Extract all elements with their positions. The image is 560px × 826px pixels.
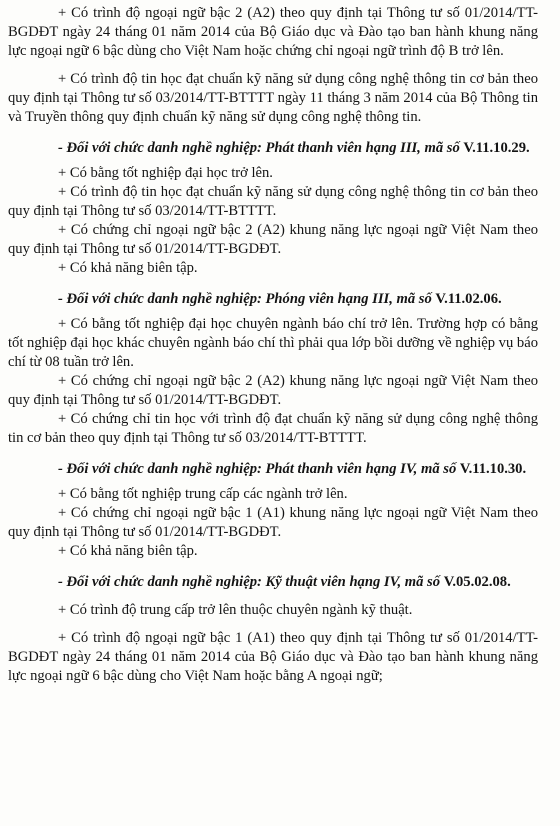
heading-title: - Đối với chức danh nghề nghiệp: Phát thanh viên hạng IV, mã số [58, 461, 457, 477]
heading-code: V.11.10.30. [459, 461, 527, 477]
section-heading-broadcaster-grade-3 [8, 139, 538, 158]
requirement-foreign-language-a1: + Có trình độ ngoại ngữ bậc 1 (A1) theo quy định tại Thông tư số 01/2014/TT-BGDĐT ngày 24 tháng 01 năm 2014 của Bộ Giáo dục và Đào tạo ban hành khung năng lực ngoại ngữ 6 bậc dùng cho Việt Nam hoặc bằng A ngoại ngữ; [8, 630, 538, 684]
requirement-it-certificate: + Có chứng chỉ tin học với trình độ đạt chuẩn kỹ năng sử dụng công nghệ thông tin cơ bản theo quy định tại Thông tư số 03/2014/TT-BTTTT. [8, 411, 538, 446]
section-heading-broadcaster-grade-4 [8, 460, 538, 479]
requirement-university-degree: + Có bằng tốt nghiệp đại học trở lên. [58, 165, 273, 181]
requirement-journalism-degree: + Có bằng tốt nghiệp đại học chuyên ngành báo chí trở lên. Trường hợp có bằng tốt nghiệp đại học khác chuyên ngành báo chí thì phải qua lớp bồi dưỡng về nghiệp vụ báo chí từ 08 tuần trở lên. [8, 316, 538, 370]
requirement-editing-ability: + Có khả năng biên tập. [58, 260, 198, 276]
requirement-it-skills: + Có trình độ tin học đạt chuẩn kỹ năng sử dụng công nghệ thông tin cơ bản theo quy định tại Thông tư số 03/2014/TT-BTTTT. [8, 184, 538, 219]
requirement-editing-ability: + Có khả năng biên tập. [58, 543, 198, 559]
heading-title: - Đối với chức danh nghề nghiệp: Kỹ thuật viên hạng IV, mã số [58, 574, 441, 590]
heading-code: V.11.02.06. [435, 291, 502, 307]
requirement-it-skills: + Có trình độ tin học đạt chuẩn kỹ năng sử dụng công nghệ thông tin cơ bản theo quy định tại Thông tư số 03/2014/TT-BTTTT ngày 11 tháng 3 năm 2014 của Bộ Thông tin và Truyền thông quy định chuẩn kỹ năng sử dụng công nghệ thông tin. [8, 71, 538, 125]
requirement-foreign-language-a2: + Có chứng chỉ ngoại ngữ bậc 2 (A2) khung năng lực ngoại ngữ Việt Nam theo quy định tại Thông tư số 01/2014/TT-BGDĐT. [8, 222, 538, 257]
requirement-foreign-language-a1: + Có chứng chỉ ngoại ngữ bậc 1 (A1) khung năng lực ngoại ngữ Việt Nam theo quy định tại Thông tư số 01/2014/TT-BGDĐT. [8, 505, 538, 540]
requirement-foreign-language-a2: + Có chứng chỉ ngoại ngữ bậc 2 (A2) khung năng lực ngoại ngữ Việt Nam theo quy định tại Thông tư số 01/2014/TT-BGDĐT. [8, 373, 538, 408]
heading-title: - Đối với chức danh nghề nghiệp: Phóng viên hạng III, mã số [58, 291, 432, 307]
requirement-intermediate-degree: + Có bằng tốt nghiệp trung cấp các ngành trở lên. [58, 486, 348, 502]
heading-code: V.11.10.29. [463, 140, 530, 156]
requirement-technical-intermediate: + Có trình độ trung cấp trở lên thuộc chuyên ngành kỹ thuật. [58, 602, 413, 618]
requirement-foreign-language-a2: + Có trình độ ngoại ngữ bậc 2 (A2) theo quy định tại Thông tư số 01/2014/TT-BGDĐT ngày 24 tháng 01 năm 2014 của Bộ Giáo dục và Đào tạo ban hành khung năng lực ngoại ngữ 6 bậc dùng cho Việt Nam hoặc chứng chỉ ngoại ngữ trình độ B trở lên. [8, 5, 538, 59]
section-heading-reporter-grade-3 [8, 290, 538, 309]
heading-title: - Đối với chức danh nghề nghiệp: Phát thanh viên hạng III, mã số [58, 140, 460, 156]
heading-code: V.05.02.08. [443, 574, 511, 590]
section-heading-technician-grade-4 [8, 573, 538, 592]
